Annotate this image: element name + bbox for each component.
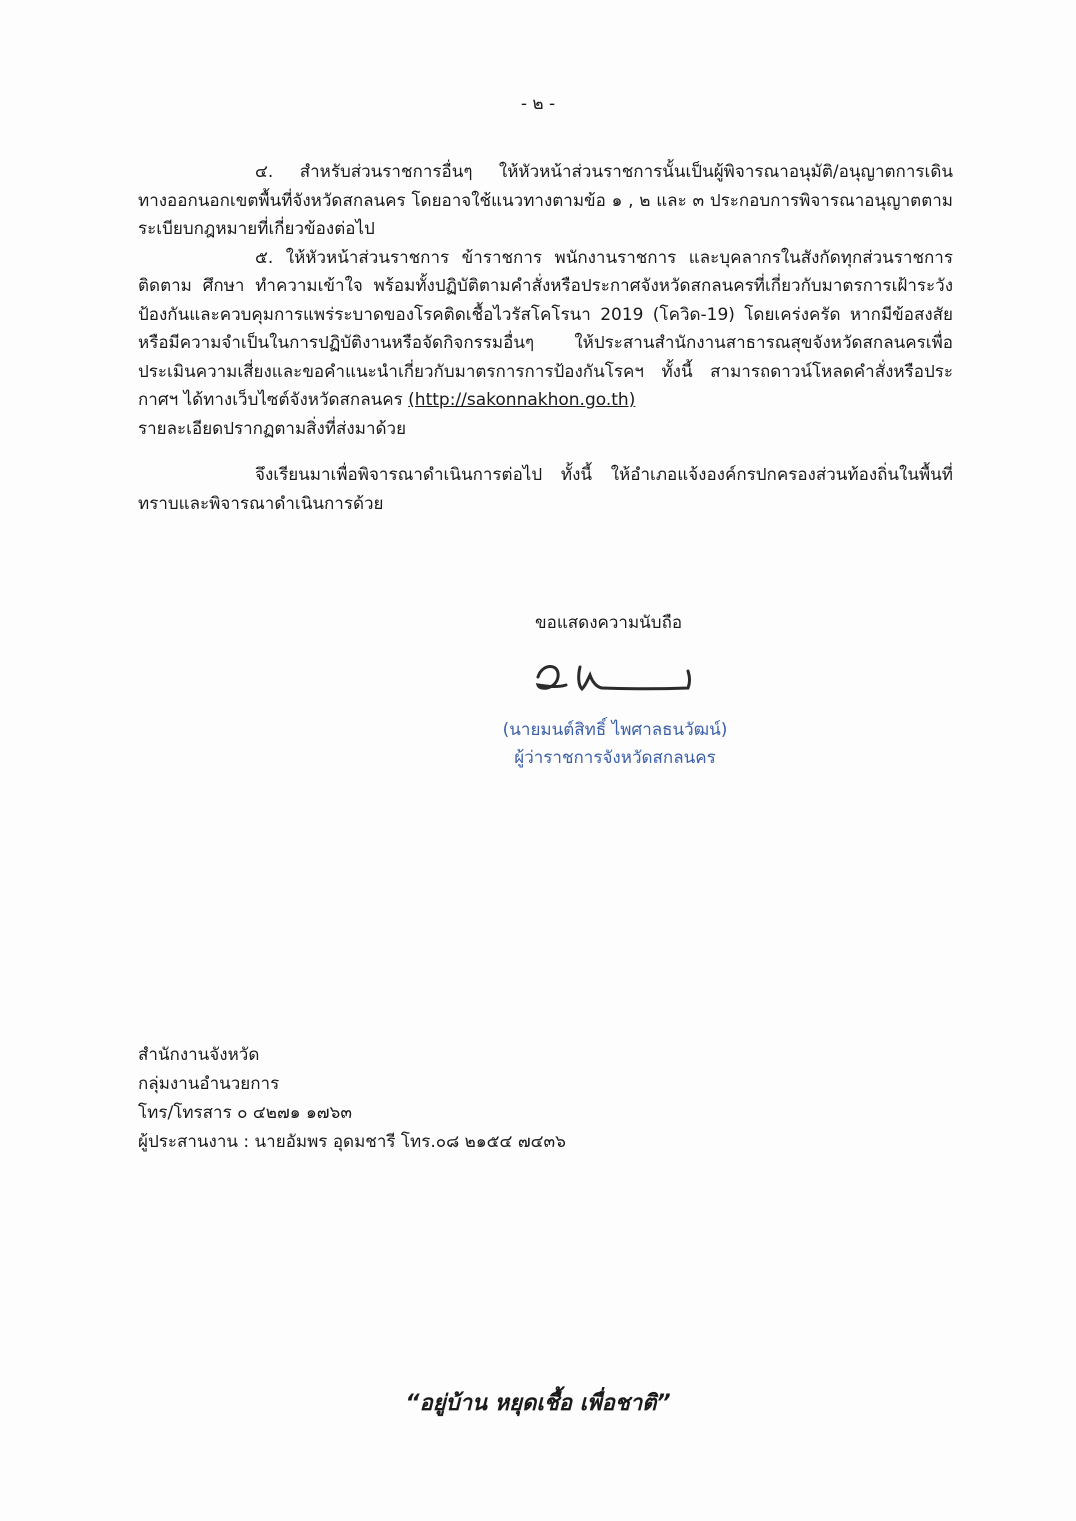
- handwritten-signature: [530, 655, 700, 700]
- request-paragraph: จึงเรียนมาเพื่อพิจารณาดำเนินการต่อไป ทั้งนี้ ให้อำเภอแจ้งองค์กรปกครองส่วนท้องถิ่นในพื้นที่ทราบและพิจารณาดำเนินการด้วย: [138, 465, 953, 514]
- division-name: กลุ่มงานอำนวยการ: [138, 1074, 280, 1094]
- slogan: “อยู่บ้าน หยุดเชื้อ เพื่อชาติ”: [405, 1391, 671, 1416]
- signer-name: (นายมนต์สิทธิ์ ไพศาลธนวัฒน์): [502, 720, 728, 740]
- paragraph-item-5: [138, 244, 953, 415]
- attachment-note: รายละเอียดปรากฏตามสิ่งที่ส่งมาด้วย: [138, 418, 407, 439]
- contact-info: [138, 1041, 566, 1157]
- document-body: [138, 158, 953, 518]
- page-number: - ๒ -: [520, 94, 556, 114]
- website-link[interactable]: (http://sakonnakhon.go.th): [408, 390, 636, 410]
- paragraph-item-4: ๔. สำหรับส่วนราชการอื่นๆ ให้หัวหน้าส่วนราชการนั้นเป็นผู้พิจารณาอนุมัติ/อนุญาตการเดินทางออกนอกเขตพื้นที่จังหวัดสกลนคร โดยอาจใช้แนวทางตามข้อ ๑ , ๒ และ ๓ ประกอบการพิจารณาอนุญาตตามระเบียบกฎหมายที่เกี่ยวข้องต่อไป: [138, 162, 953, 239]
- phone-fax: โทร/โทรสาร ๐ ๔๒๗๑ ๑๗๖๓: [138, 1103, 352, 1123]
- paragraph-item-5-text: ๕. ให้หัวหน้าส่วนราชการ ข้าราชการ พนักงานราชการ และบุคลากรในสังกัดทุกส่วนราชการติดตาม ศึกษา ทำความเข้าใจ พร้อมทั้งปฏิบัติตามคำสั่งหรือประกาศจังหวัดสกลนครที่เกี่ยวกับมาตรการเฝ้าระวังป้องกันและควบคุมการแพร่ระบาดของโรคติดเชื้อไวรัสโคโรนา 2019 (โควิด-19) โดยเคร่งครัด หากมีข้อสงสัยหรือมีความจำเป็นในการปฏิบัติงานหรือจัดกิจกรรมอื่นๆ ให้ประสานสำนักงานสาธารณสุขจังหวัดสกลนครเพื่อประเมินความเสี่ยงและขอคำแนะนำเกี่ยวกับมาตรการการป้องกันโรคฯ ทั้งนี้ สามารถดาวน์โหลดคำสั่งหรือประกาศฯ ได้ทางเว็บไซต์จังหวัดสกลนคร: [138, 247, 953, 410]
- signer-position: ผู้ว่าราชการจังหวัดสกลนคร: [514, 748, 716, 768]
- coordinator: ผู้ประสานงาน : นายอัมพร อุดมชารี โทร.๐๘ ๒๑๕๔ ๗๔๓๖: [138, 1132, 566, 1152]
- closing-salutation: ขอแสดงความนับถือ: [535, 613, 683, 633]
- office-name: สำนักงานจังหวัด: [138, 1045, 260, 1065]
- signer-block: [490, 716, 740, 772]
